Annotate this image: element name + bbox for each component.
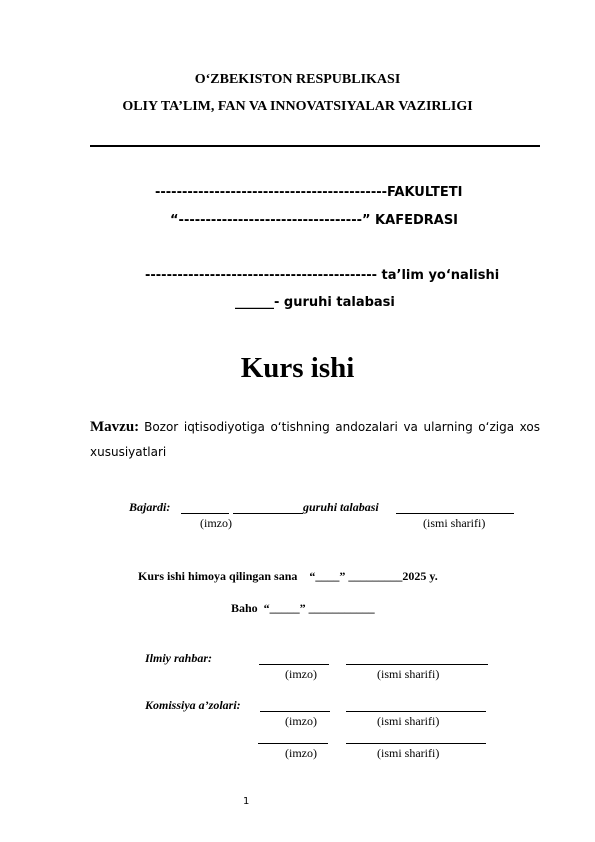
bajardi-name-line: [396, 513, 514, 514]
group-line: ______- guruhi talabasi: [235, 295, 395, 310]
commission-label: Komissiya a’zolari:: [145, 698, 241, 712]
grade-line: Baho “_____” ___________: [231, 601, 375, 615]
supervisor-label: Ilmiy rahbar:: [145, 651, 213, 665]
topic-text: Bozor iqtisodiyotiga o‘tishning andozalari va ularning o‘ziga xos xususiyatlari: [90, 420, 541, 459]
bajardi-group-text: guruhi talabasi: [303, 500, 379, 514]
bajardi-imzo-caption: (imzo): [200, 516, 232, 530]
bajardi-imzo-line: [181, 513, 229, 514]
page-number: 1: [243, 796, 250, 807]
commission-imzo-caption-2: (imzo): [285, 746, 317, 760]
commission-name-line-1: [346, 711, 486, 712]
commission-imzo-line-1: [260, 711, 330, 712]
supervisor-imzo-caption: (imzo): [285, 667, 317, 681]
ministry-heading: OLIY TA’LIM, FAN VA INNOVATSIYALAR VAZIRLIGI: [122, 99, 473, 114]
commission-imzo-caption-1: (imzo): [285, 714, 317, 728]
commission-imzo-line-2: [258, 743, 328, 744]
topic-block: [90, 415, 540, 465]
bajardi-group-line: [233, 513, 303, 514]
document-title: Kurs ishi: [240, 352, 355, 384]
commission-name-line-2: [346, 743, 486, 744]
commission-ismi-caption-1: (ismi sharifi): [377, 714, 440, 728]
kafedra-line: “----------------------------------” KAFEDRASI: [170, 213, 459, 228]
topic-label: Mavzu:: [90, 419, 140, 435]
faculty-line: -------------------------------------------FAKULTETI: [155, 185, 463, 200]
country-heading: O‘ZBEKISTON RESPUBLIKASI: [194, 72, 401, 87]
header-divider: [90, 145, 540, 147]
defense-date-line: Kurs ishi himoya qilingan sana “____” _________2025 y.: [138, 569, 438, 583]
supervisor-ismi-caption: (ismi sharifi): [377, 667, 440, 681]
supervisor-name-line: [346, 664, 488, 665]
bajardi-ismi-caption: (ismi sharifi): [423, 516, 486, 530]
commission-ismi-caption-2: (ismi sharifi): [377, 746, 440, 760]
direction-line: ------------------------------------------- ta’lim yo‘nalishi: [145, 268, 500, 283]
supervisor-imzo-line: [259, 664, 329, 665]
bajardi-label: Bajardi:: [129, 500, 171, 514]
